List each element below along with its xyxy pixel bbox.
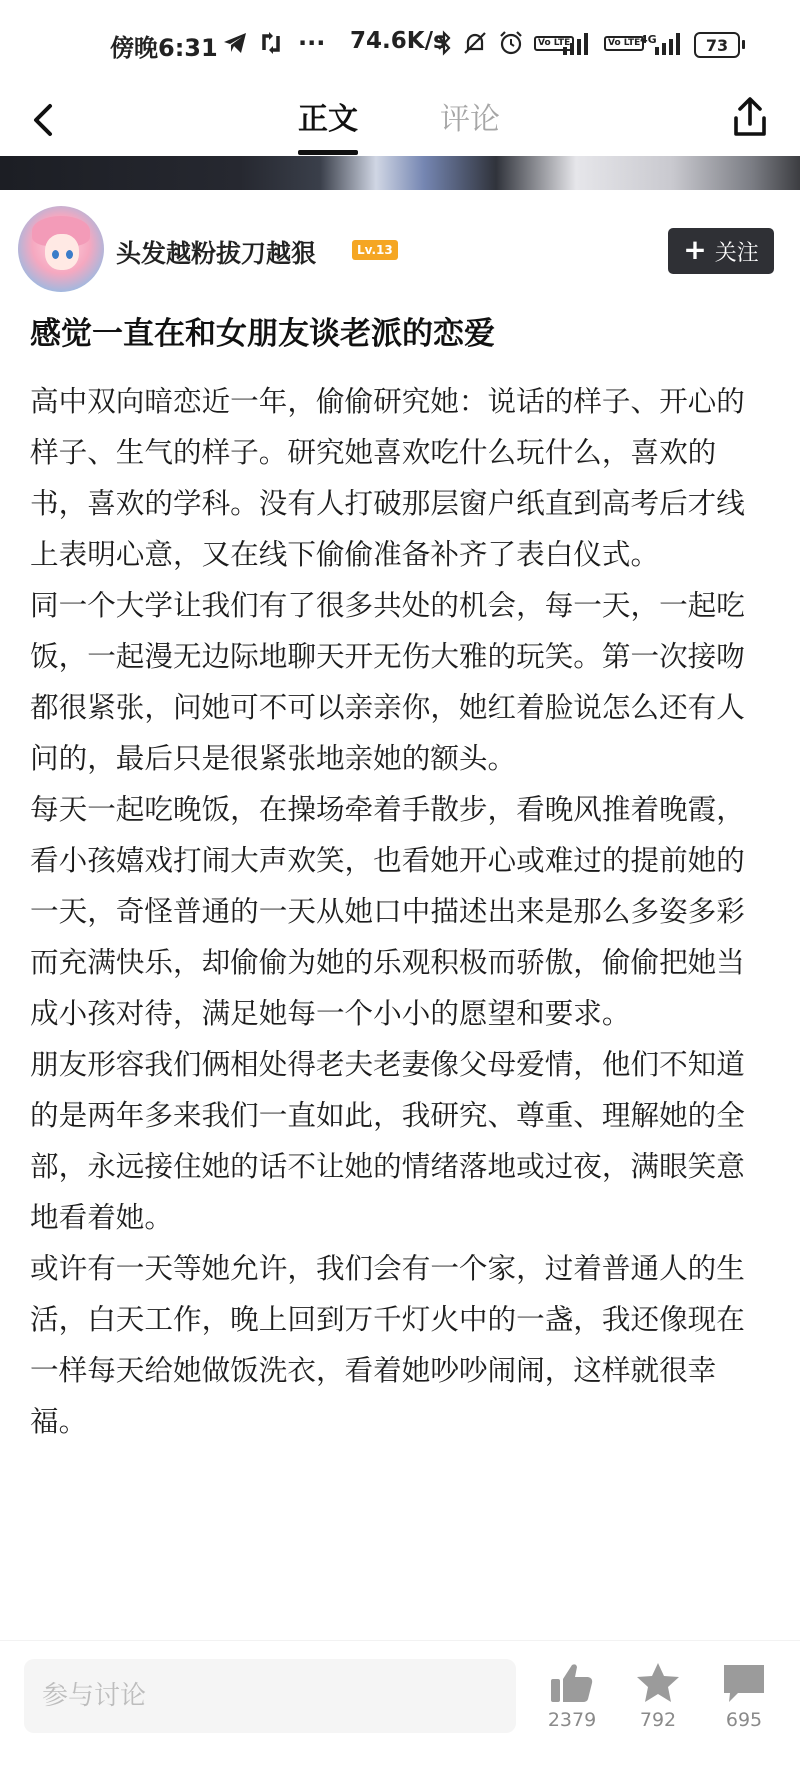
comment-count: 695 xyxy=(725,1709,763,1731)
tab-comments[interactable]: 评论 xyxy=(440,102,500,137)
alarm-icon xyxy=(498,30,524,56)
favorite-count: 792 xyxy=(639,1709,677,1731)
author-row xyxy=(0,206,800,296)
thumbs-up-icon xyxy=(548,1661,596,1705)
follow-button[interactable] xyxy=(668,228,774,274)
top-nav xyxy=(0,88,800,156)
active-tab-indicator xyxy=(298,150,358,155)
comment-button[interactable] xyxy=(706,1661,782,1731)
signal-icon xyxy=(562,30,592,56)
post-title: 感觉一直在和女朋友谈老派的恋爱 xyxy=(30,316,495,352)
like-button[interactable] xyxy=(534,1661,610,1731)
post-body xyxy=(30,376,752,1447)
net-speed: 74.6K/s xyxy=(350,28,447,54)
network-type: 4G xyxy=(640,32,657,46)
signal-icon-2 xyxy=(654,30,684,56)
plus-icon: + xyxy=(683,232,707,266)
cover-image-strip[interactable] xyxy=(0,156,800,190)
level-badge: Lv.13 xyxy=(352,240,398,260)
back-arrow-icon[interactable] xyxy=(22,96,66,146)
paragraph: 高中双向暗恋近一年，偷偷研究她：说话的样子、开心的样子、生气的样子。研究她喜欢吃什么玩什么，喜欢的书，喜欢的学科。没有人打破那层窗户纸直到高考后才线上表明心意，又在线下偷偷准备补齐了表白仪式。 xyxy=(30,384,745,571)
comment-input[interactable] xyxy=(24,1659,516,1733)
avatar[interactable] xyxy=(18,206,104,292)
mute-bell-icon xyxy=(462,30,488,56)
status-time: 傍晚6:31 xyxy=(110,34,218,62)
follow-label: 关注 xyxy=(714,240,759,266)
favorite-button[interactable] xyxy=(620,1661,696,1731)
author-name[interactable]: 头发越粉拔刀越狠 xyxy=(116,239,317,268)
star-icon xyxy=(634,1661,682,1705)
paragraph: 朋友形容我们俩相处得老夫老妻像父母爱情，他们不知道的是两年多来我们一直如此，我研究、尊重、理解她的全部，永远接住她的话不让她的情绪落地或过夜，满眼笑意地看着她。 xyxy=(30,1047,745,1234)
bottom-action-bar xyxy=(0,1640,800,1779)
bluetooth-icon xyxy=(436,30,452,56)
battery-icon: 73 xyxy=(694,32,740,58)
volte-icon-1: Vo LTE xyxy=(534,30,574,56)
paragraph: 同一个大学让我们有了很多共处的机会，每一天，一起吃饭，一起漫无边际地聊天开无伤大雅的玩笑。第一次接吻都很紧张，问她可不可以亲亲你，她红着脸说怎么还有人问的，最后只是很紧张地亲她的额头。 xyxy=(30,588,745,775)
paragraph: 或许有一天等她允许，我们会有一个家，过着普通人的生活，白天工作，晚上回到万千灯火中的一盏，我还像现在一样每天给她做饭洗衣，看着她吵吵闹闹，这样就很幸福。 xyxy=(30,1251,745,1438)
paragraph: 每天一起吃晚饭，在操场牵着手散步，看晚风推着晚霞，看小孩嬉戏打闹大声欢笑，也看她开心或难过的提前她的一天，奇怪普通的一天从她口中描述出来是那么多姿多彩而充满快乐，却偷偷为她的乐观积极而骄傲，偷偷把她当成小孩对待，满足她每一个小小的愿望和要求。 xyxy=(30,792,745,1030)
sync-icon xyxy=(258,30,284,56)
telegram-icon xyxy=(222,30,248,56)
like-count: 2379 xyxy=(547,1709,597,1731)
more-dots-icon: ··· xyxy=(298,29,326,57)
share-icon[interactable] xyxy=(728,94,772,142)
tab-main-text[interactable]: 正文 xyxy=(298,102,358,137)
volte-icon-2: Vo LTE xyxy=(604,30,644,56)
status-bar xyxy=(0,0,800,88)
comment-bubble-icon xyxy=(720,1661,768,1705)
